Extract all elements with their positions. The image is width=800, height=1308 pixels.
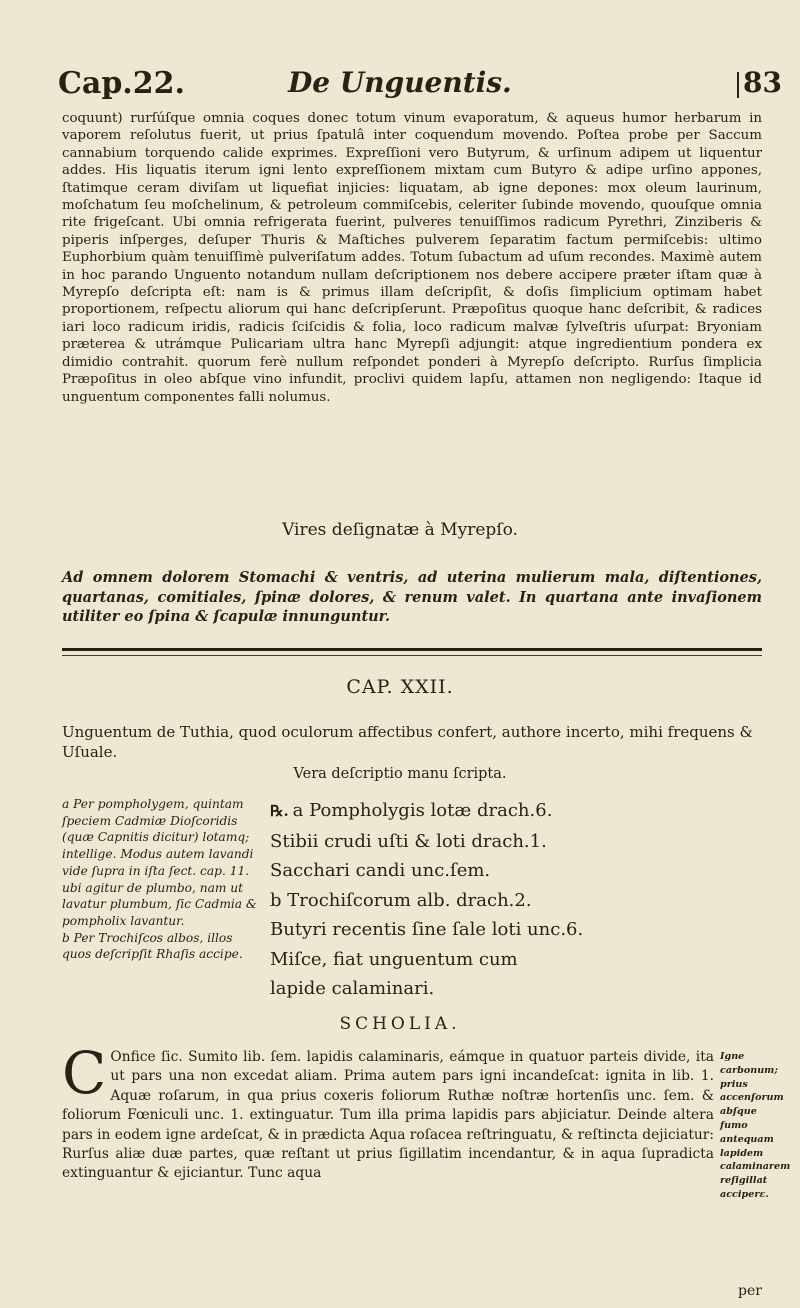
chapter-title: CAP. XXII. (346, 676, 454, 698)
page-number-bar (737, 72, 739, 98)
chapter-vera: Vera deſcriptio manu ſcripta. (293, 766, 507, 782)
scholia-heading: SCHOLIA. (339, 1014, 461, 1034)
scholia-text (62, 1039, 714, 1184)
margin-note-a: a Per pompholygem, quintam ſpeciem Cadmiæ Dioſcoridis (quæ Capnitis dicitur) lotamq; intellige. Modus autem lavandi vide ſupra in iſta ſect. cap. 11. ubi agitur de plumbo, nam ut lavatur plumbum, ſic Cadmia & pompholix lavantur. (62, 797, 257, 928)
scholia-body: Onfice ſic. Sumito lib. ſem. lapidis calaminaris, eámque in quatuor parteis divide, ita ut pars una non excedat aliam. Prima autem pars igni incandeſcat: ignita in lib. 1. Aquæ roſarum, in qua prius coxeris foliorum Ruthæ noſtræ hortenſis unc. ſem. & foliorum Fœniculi unc. 1. extinguatur. Tum illa prima lapidis pars abjiciatur. Deinde altera pars in eodem igne ardeſcat, & in prædicta Aqua roſacea reſtringuatu, & reſtincta dejiciatur: Rurſus aliæ duæ partes, quæ reſtant ut prius ſigillatim incendantur, & in aqua ſupradicta extinguantur & ejiciantur. Tunc aqua (62, 1049, 714, 1182)
vires-text: Ad omnem dolorem Stomachi & ventris, ad uterina mulierum mala, diſtentiones, quartanas, comitiales, ſpinæ dolores, & renum valet. In quartana ante invaſionem utiliter eo ſpina & ſcapulæ innunguntur. (62, 569, 762, 626)
chapter-intro: Unguentum de Tuthia, quod oculorum affectibus confert, authore incerto, mihi frequens & Uſuale. (62, 723, 753, 761)
catchword: per (738, 1283, 762, 1299)
page-number (737, 66, 782, 99)
recipe-line: Butyri recentis ſine ſale loti unc.6. (270, 919, 584, 940)
recipe-line: Stibii crudi uſti & loti drach.1. (270, 830, 547, 852)
recipe (270, 796, 770, 1004)
body-paragraph-text: coquunt) rurſúſque omnia coques donec totum vinum evaporatum, & aqueus humor herbarum in vaporem reſolutus fuerit, ut prius ſpatulâ inter coquendum movendo. Poſtea probe per Saccum cannabium torquendo calide exprimes. Expreſſioni vero Butyrum, & urſinum adipem ut liquentur addes. His liquatis iterum igni lento expreſſionem mixtam cum Butyro & adipe urſino appones, ſtatimque ceram diviſam ut liquefiat injicies: liquatam, ab igne depones: mox oleum laurinum, moſchatum ſeu moſchelinum, & petroleum commiſcebis, celeriter ſubinde movendo, quouſque omnia rite frigeſcant. Ubi omnia refrigerata fuerint, pulveres tenuiſſimos radicum Pyrethri, Zinziberis & piperis inſperges, deſuper Thuris & Maſtiches pulverem ſeparatim factum permiſcebis: ultimo Euphorbium quàm tenuiſſimè pulveriſatum addes. Totum ſubactum ad uſum recondes. Maximè autem in hoc parando Unguento notandum nullam deſcriptionem nos debere accipere præter iſtam quæ à Myrepſo deſcripta eſt: nam is & primus illam deſcripſit, & doſis ſimplicium optimam habet proportionem, reſpectu aliorum qui hanc deſcripſerunt. Præpoſitus quoque hanc deſcribit, & radices iari loco radicum iridis, radicis ſciſcidis & folia, loco radicum malvæ ſylveſtris uſurpat: Bryoniam præterea & utrámque Pulicariam ultra hanc Myrepſi adjungit: atque ingredientium pondera ex dimidio contrahit. quorum ferè nullum reſpondet ponderi à Myrepſo deſcripto. Rurſus ſimplicia Præpoſitus in oleo abſque vino infundit, proclivi quidem lapſu, attamen non negligendo: Itaque id unguentum componentes falli nolumus. (62, 111, 762, 405)
side-note-line: calaminarem reſigillat acciperε. (720, 1161, 791, 1200)
side-note-line: Igne carbonum; (720, 1051, 778, 1076)
running-header (58, 66, 782, 106)
vires-heading: Vires deſignatæ à Myrepſo. (282, 520, 518, 540)
recipe-line: b Trochiſcorum alb. drach.2. (270, 889, 532, 911)
body-paragraph (62, 110, 762, 406)
side-note-line: prius accenſorum (720, 1078, 784, 1104)
section-rule-thick (62, 648, 762, 651)
recipe-line-text: a Pompholygis lotæ drach.6. (292, 800, 553, 821)
running-title: De Unguentis. (288, 66, 512, 99)
chapter-label: Cap.22. (58, 66, 185, 101)
recipe-symbol: ℞. (270, 802, 289, 820)
recipe-line: Miſce, fiat unguentum cum lapide calaminari. (270, 948, 518, 999)
recipe-line (270, 796, 770, 827)
side-note-line: abſque fumo antequam lapidem (720, 1106, 774, 1159)
margin-note (62, 796, 264, 963)
margin-note-b: b Per Trochiſcos albos, illos quos deſcripſit Rhaſis accipe. (62, 930, 243, 962)
page-number-text: 83 (743, 66, 782, 99)
drop-capital: C (62, 1039, 107, 1107)
side-note (720, 1050, 791, 1202)
recipe-line: Sacchari candi unc.ſem. (270, 860, 491, 881)
section-rule-thin (62, 655, 762, 656)
